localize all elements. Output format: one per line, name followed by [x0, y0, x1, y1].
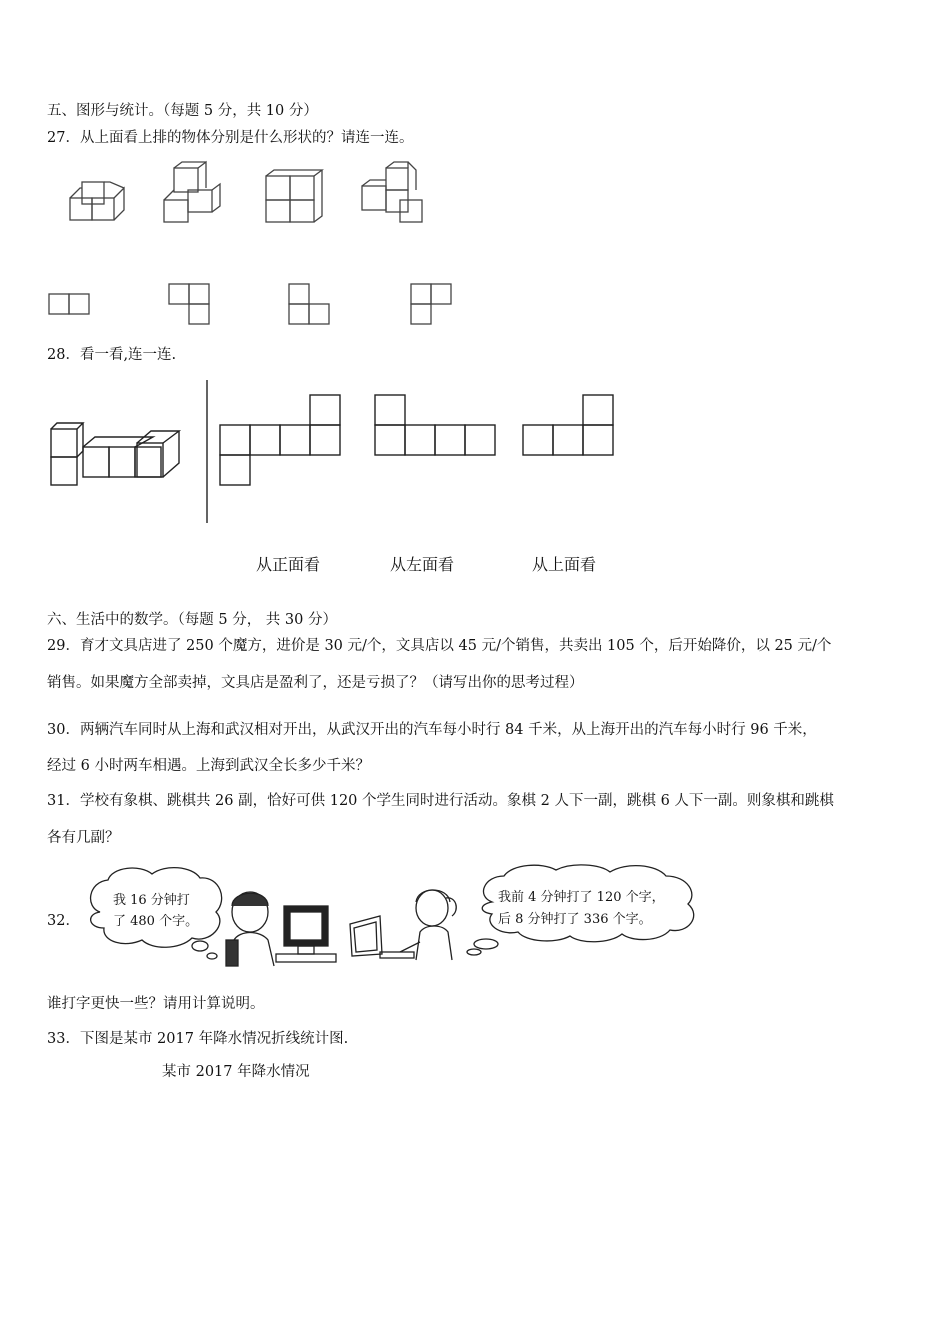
question-31-line-2: 各有几副？: [47, 830, 120, 846]
q28-caption-left: 从左面看: [390, 555, 455, 574]
question-29-line-1: 29．育才文具店进了 250 个魔方，进价是 30 元/个，文具店以 45 元/个销售，共卖出 105 个，后开始降价，以 25 元/个: [47, 638, 832, 654]
q27-view-3: [289, 284, 329, 324]
q27-view-2: [169, 284, 209, 324]
right-bubble-line-1: 我前 4 分钟打了 120 个字，: [498, 890, 665, 905]
q28-caption-top: 从上面看: [532, 555, 597, 574]
girl-figure: [400, 890, 456, 960]
question-27: 27．从上面看上排的物体分别是什么形状的？请连一连。: [47, 130, 414, 146]
question-29-line-2: 销售。如果魔方全部卖掉，文具店是盈利了，还是亏损了？（请写出你的思考过程）: [47, 675, 584, 691]
q27-objects: [60, 160, 440, 230]
q27-object-3: [266, 170, 322, 222]
q28-view-b: [375, 395, 495, 455]
question-32-number: 32．: [47, 913, 80, 929]
question-33: 33．下图是某市 2017 年降水情况折线统计图.: [47, 1031, 349, 1047]
section6-heading: 六、生活中的数学。（每题 5 分， 共 30 分）: [47, 612, 337, 628]
question-31-line-1: 31．学校有象棋、跳棋共 26 副，恰好可供 120 个学生同时进行活动。象棋 2 人下一副，跳棋 6 人下一副。则象棋和跳棋: [47, 793, 834, 809]
section5-heading: 五、图形与统计。（每题 5 分，共 10 分）: [47, 103, 318, 119]
question-32-text: 谁打字更快一些？请用计算说明。: [47, 996, 265, 1012]
boy-figure: [226, 892, 274, 966]
q27-object-2: [164, 162, 220, 222]
question-30-line-2: 经过 6 小时两车相遇。上海到武汉全长多少千米？: [47, 758, 370, 774]
right-bubble-line-2: 后 8 分钟打了 336 个字。: [498, 912, 652, 927]
left-bubble-line-2: 了 480 个字。: [113, 914, 199, 929]
monitor-right: [350, 916, 414, 958]
q27-view-1: [49, 294, 89, 314]
q27-top-views: [45, 282, 465, 332]
left-bubble-line-1: 我 16 分钟打: [113, 893, 190, 908]
q28-view-a: [220, 395, 340, 485]
q33-chart-title: 某市 2017 年降水情况: [162, 1064, 310, 1080]
q27-object-4: [362, 162, 422, 222]
q28-object: [51, 423, 179, 485]
monitor-left: [276, 906, 336, 962]
question-30-line-1: 30．两辆汽车同时从上海和武汉相对开出，从武汉开出的汽车每小时行 84 千米，从上海开出的汽车每小时行 96 千米，: [47, 722, 817, 738]
q28-view-c: [523, 395, 613, 455]
q27-object-1: [70, 182, 124, 220]
q28-caption-front: 从正面看: [256, 555, 321, 574]
q28-figure: [45, 375, 625, 530]
question-28: 28．看一看,连一连.: [47, 347, 177, 363]
q27-view-4: [411, 284, 451, 324]
